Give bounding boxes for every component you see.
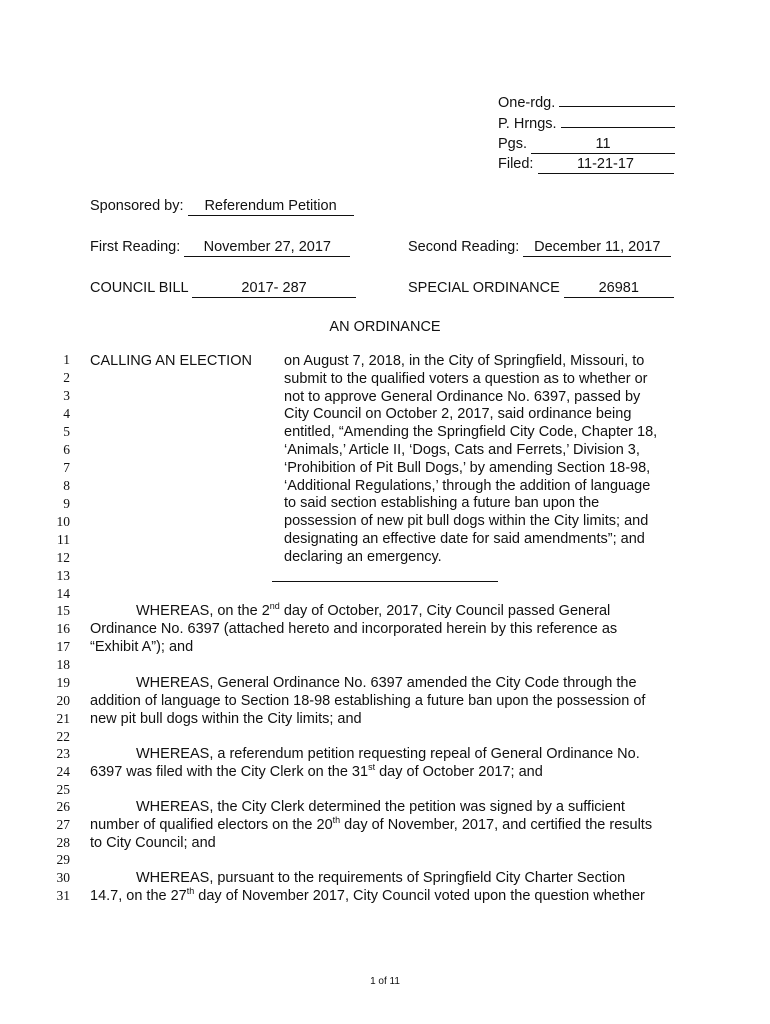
council-bill-label: COUNCIL BILL: [90, 280, 189, 296]
line-number: 31: [56, 888, 70, 903]
line-number: 21: [56, 711, 70, 726]
p1-line-2: Ordinance No. 6397 (attached hereto and incorporated herein by this reference as: [90, 621, 618, 637]
caption-title: CALLING AN ELECTION: [90, 353, 252, 369]
line-number: 2: [63, 370, 70, 385]
p-hrngs-value: [561, 127, 675, 128]
pgs-label: Pgs.: [498, 136, 528, 152]
line-number: 6: [63, 442, 70, 457]
sponsored-value: Referendum Petition: [188, 198, 354, 216]
p2-line-2: addition of language to Section 18-98 establishing a future ban upon the possession of: [90, 693, 646, 709]
pgs-row: [498, 135, 675, 154]
filed-value: 11-21-17: [538, 156, 674, 174]
caption-line: not to approve General Ordinance No. 6397, passed by: [284, 388, 641, 405]
p4-line-3: to City Council; and: [90, 835, 216, 851]
caption-line: designating an effective date for said amendments”; and: [284, 531, 645, 547]
filed-row: [498, 155, 674, 174]
first-reading-value: November 27, 2017: [184, 239, 350, 257]
line-number: 14: [56, 586, 70, 601]
line-number: 22: [56, 729, 70, 744]
caption-line: declaring an emergency.: [284, 548, 442, 565]
council-bill-row: [90, 279, 356, 298]
p2-line-3: new pit bull dogs within the City limits; and: [90, 711, 362, 727]
p5-line-2: 14.7, on the 27th day of November 2017, City Council voted upon the question whether: [90, 886, 645, 904]
pgs-value: 11: [531, 136, 675, 154]
one-rdg-value: [559, 106, 675, 107]
p1-line-3: “Exhibit A”); and: [90, 639, 194, 655]
caption-line: ‘Additional Regulations,’ through the addition of language: [284, 477, 651, 494]
line-number: 30: [56, 870, 70, 885]
line-number: 8: [63, 478, 70, 493]
special-ordinance-row: [408, 279, 674, 298]
one-rdg-row: [498, 94, 675, 112]
page-number: 1 of 11: [370, 976, 400, 987]
line-number: 24: [56, 764, 70, 779]
line-number: 10: [56, 514, 70, 529]
council-bill-value: 2017- 287: [192, 280, 356, 298]
p3-line-1: WHEREAS, a referendum petition requesting repeal of General Ordinance No.: [136, 746, 640, 762]
p5-line-1: WHEREAS, pursuant to the requirements of Springfield City Charter Section: [136, 870, 626, 886]
line-number: 11: [57, 532, 70, 547]
line-number: 15: [56, 603, 70, 618]
line-number: 16: [56, 621, 70, 636]
caption-line: submit to the qualified voters a question as to whether or: [284, 370, 648, 387]
line-number: 5: [63, 424, 70, 439]
caption-line: on August 7, 2018, in the City of Springfield, Missouri, to: [284, 353, 645, 369]
line-number: 29: [56, 852, 70, 867]
caption-divider: [272, 581, 498, 582]
p3-line-2: 6397 was filed with the City Clerk on the 31st day of October 2017; and: [90, 762, 543, 780]
first-reading-row: [90, 238, 350, 257]
p4-line-2: number of qualified electors on the 20th day of November, 2017, and certified the results: [90, 815, 653, 833]
caption-line: ‘Animals,’ Article II, ‘Dogs, Cats and Ferrets,’ Division 3,: [284, 442, 640, 458]
special-ordinance-label: SPECIAL ORDINANCE: [408, 280, 560, 296]
line-number: 17: [56, 639, 70, 654]
line-number: 1: [63, 352, 70, 367]
caption-line: to said section establishing a future ban upon the: [284, 495, 600, 512]
p-hrngs-label: P. Hrngs.: [498, 116, 557, 132]
line-number: 25: [56, 782, 70, 797]
sponsored-row: [90, 197, 354, 216]
p4-line-1: WHEREAS, the City Clerk determined the petition was signed by a sufficient: [136, 799, 625, 815]
line-number: 4: [63, 406, 70, 421]
line-number: 18: [56, 657, 70, 672]
caption-line: possession of new pit bull dogs within the City limits; and: [284, 513, 649, 530]
line-number: 27: [56, 817, 70, 832]
caption-line: City Council on October 2, 2017, said ordinance being: [284, 406, 632, 423]
caption-line: ‘Prohibition of Pit Bull Dogs,’ by amending Section 18-98,: [284, 459, 651, 476]
p2-line-1: WHEREAS, General Ordinance No. 6397 amended the City Code through the: [136, 675, 637, 691]
line-number: 7: [63, 460, 70, 475]
one-rdg-label: One-rdg.: [498, 95, 556, 111]
ordinance-heading: AN ORDINANCE: [329, 319, 441, 335]
line-number: 28: [56, 835, 70, 850]
second-reading-label: Second Reading:: [408, 239, 520, 255]
special-ordinance-value: 26981: [564, 280, 674, 298]
caption-line: entitled, “Amending the Springfield City Code, Chapter 18,: [284, 424, 658, 441]
filed-label: Filed:: [498, 156, 534, 172]
p-hrngs-row: [498, 115, 675, 133]
line-number: 20: [56, 693, 70, 708]
line-number: 13: [56, 568, 70, 583]
second-reading-value: December 11, 2017: [523, 239, 671, 257]
line-number: 26: [56, 799, 70, 814]
line-number: 19: [56, 675, 70, 690]
line-number: 3: [63, 388, 70, 403]
first-reading-label: First Reading:: [90, 239, 181, 255]
p1-line-1: WHEREAS, on the 2nd day of October, 2017, City Council passed General: [136, 601, 611, 619]
line-number: 12: [56, 550, 70, 565]
second-reading-row: [408, 238, 671, 257]
sponsored-label: Sponsored by:: [90, 198, 184, 214]
line-number: 9: [63, 496, 70, 511]
line-number: 23: [56, 746, 70, 761]
